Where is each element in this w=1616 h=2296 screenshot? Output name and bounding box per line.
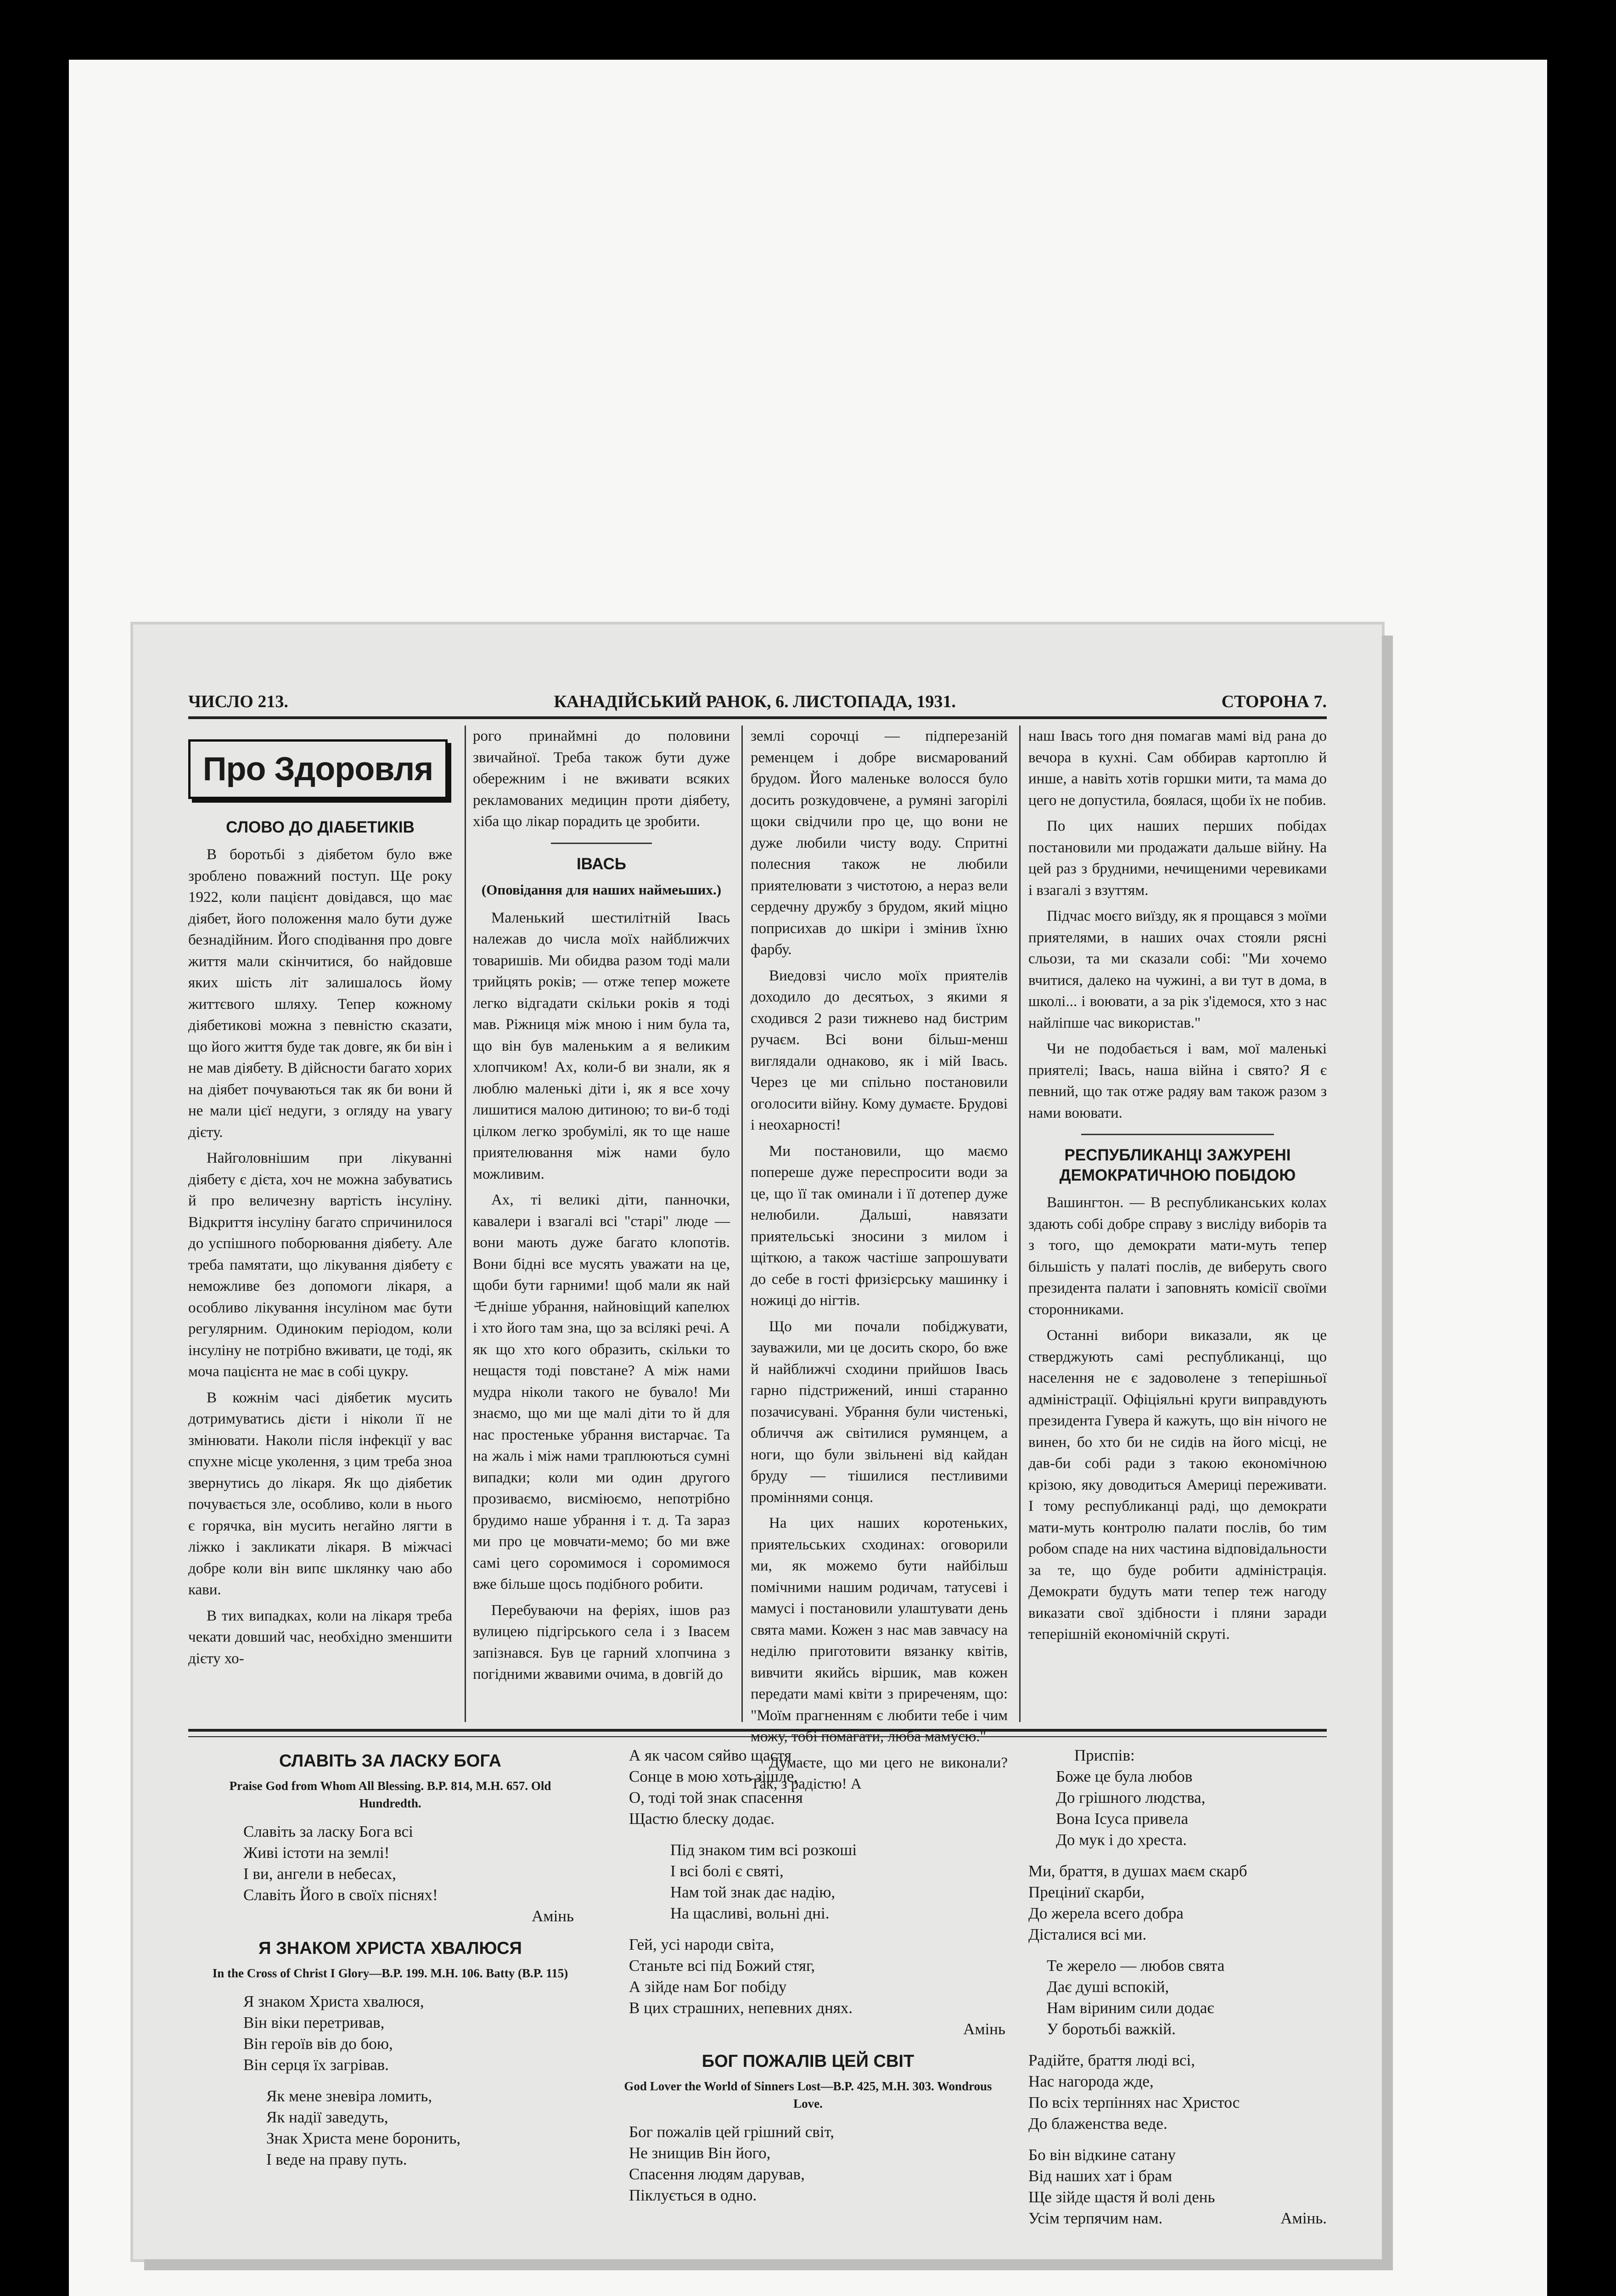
verse-line: Бог пожалів цей грішний світ, (629, 2123, 834, 2141)
column-2 (473, 726, 730, 1722)
verse-line: До грішного людства, (1056, 1789, 1206, 1806)
verse-line: А зійде нам Бог побіду (629, 1978, 787, 1996)
verse-line: Він віки перетривав, (243, 2014, 385, 2032)
paragraph: Виедовзі число моїх приятелів доходило до десятьох, з якими я сходився 2 рази тижнево над бистрим ручаєм. Всі вони більш-менш виглядали однаково, як і мій Івась. Через це ми спільно постановили огoлосити війну. Кому думаєте. Брудові і неохарності! (751, 967, 1008, 1133)
hymn-english-reference: God Lover the World of Sinners Lost—B.P. 425, M.H. 303. Wondrous Love. (624, 2079, 992, 2110)
verse-line: Піклується в одно. (629, 2186, 757, 2204)
verse-line: Ми, браття, в душах маєм скарб (1028, 1862, 1247, 1880)
hymn-title: Я ЗНАКОМ ХРИСТА ХВАЛЮСЯ (258, 1939, 522, 1958)
hymn-stanza (1028, 2050, 1327, 2134)
verse-line: По всіх терпіннях нас Христос (1028, 2093, 1240, 2111)
hymns-column-2 (611, 1745, 1005, 2216)
page-number: СТОРОНА 7. (1221, 692, 1327, 711)
paragraph: Думаєте, що ми цего не виконали? Так, з радістю! А (751, 1754, 1008, 1792)
verse-line: Під знаком тим всі розкоші (670, 1841, 857, 1859)
paragraph: Перебуваючи на феріях, ішов раз вулицею підгірського села і з Івасем запізнався. Був це гарний хлопчина з погідними жвавими очима, в довгій до (473, 1602, 730, 1683)
paragraph: Ах, ті великі діти, панночки, кавалери і взагалі всі "старі" люде — вони мають дуже багато клопотів. Вони бідні все мусять уважати на це, щоби бути гарними! щоб мали як найモдніше убрання, найновіщий капелюх і хто його там зна, що за всілякі речі. А як що хто кого образить, скільки то нещастя тоді повстане? А між нами мудра ніколи такого не бувало! Ми знаємо, що ми ще малі діти то й для нас простеньке убрання вистарчає. Та на жаль і між нами траплюються сумні випадки; коли ми один другого прозиваємо, висміюємо, непотрібно брудимо наше убрання і т. д. Та зараз ми про це мовчати-мемо; бо ми вже самі цего соромимося і соромимося вже більше щось подібного робити. (473, 1192, 730, 1593)
verse-line: Усім терпячим нам. (1028, 2209, 1163, 2227)
verse-line: В цих страшних, непевних днях. (629, 1999, 853, 2017)
hymn-english-reference: In the Cross of Christ I Glory—B.P. 199. M.H. 106. Batty (B.P. 115) (212, 1966, 568, 1980)
paragraph: В боротьбі з діябетом було вже зроблено поважний поступ. Ще року 1922, коли пацієнт довідався, що має діябет, його положення мало бути дуже безнадійним. Його сподівання про довге життя мали скінчитися, бо найдовше яких шість літ залишалось йому життєвого шляху. Тепер кожному діябетикові можна з певністю сказати, що його життя буде так довге, як би він і не мав діябету. В дійсности багато хорих на діябет почуваються так як би вони й не мали цієї недуги, з огляду на увагу дієту. (188, 846, 452, 1141)
column-1 (188, 726, 452, 1722)
paragraph: Що ми почали побіджувати, зауважили, ми це досить скоро, бо вже й найближчі сходини прийшов Івась гарно підстрижений, инші старанно позачисувані. Убрання були чистенькі, обличчя аж світилися румянцем, а ноги, що були звільнені від кайдан бруду — тішилися пестливими проміннями сонця. (751, 1318, 1008, 1506)
hymn-stanza (1028, 2144, 1327, 2229)
verse-line: Як мене зневіра ломить, (266, 2087, 432, 2105)
paragraph: Чи не подобається і вам, мої маленькі приятелі; Івась, наша війна і свято? Я є певний, що так отже радяу вам також разом з нами воювати. (1028, 1041, 1327, 1121)
verse-line: Він серця їх загрівав. (243, 2056, 389, 2074)
verse-line: Я знаком Христа хвалюся, (243, 1992, 424, 2010)
paragraph: наш Івась того дня помагав мамі від рана до вечора в кухні. Сам оббирав картоплю й инше, а навіть хотів горшки мити, та мама до цего не допустила, боялася, щоби їх не побив. (1028, 728, 1327, 809)
hymn-stanza (611, 1934, 1005, 2040)
divider (1081, 1134, 1274, 1135)
article-subtitle: (Оповідання для наших наймеьших.) (481, 881, 722, 898)
verse-line: До блаженства веде. (1028, 2115, 1167, 2133)
amen: Амінь. (1280, 2209, 1327, 2227)
hymn-stanza (1028, 1861, 1327, 1945)
health-section-masthead: Про Здоровля (188, 739, 448, 799)
paragraph: В тих випадках, коли на лікаря треба чекати довший час, необхідно зменшити дієту хо- (188, 1607, 452, 1667)
verse-line: У боротьбі важкій. (1047, 2020, 1176, 2038)
amen: Амінь (532, 1907, 574, 1925)
chorus-label: Приспів: (1074, 1746, 1135, 1764)
paragraph: Найголовнішим при лікуванні діябету є дієта, хоч не можна забуватись й про величезну вартість інсуліну. Відкриття інсуліну багато спричинилося до успішного поборювання діябету. Але треба памятати, що лікування діябету є неможливе без допомоги лікаря, а особливо лікування інсуліном має бути регулярним. Одиноким періодом, коли інсуліну не потрібно вживати, це тоді, як моча пацієнта не має в собі цукру. (188, 1150, 452, 1380)
verse-line: Боже це була любов (1056, 1767, 1193, 1785)
paragraph: Підчас моєго виїзду, як я прощався з моїми приятелями, в наших очах стояли рясні сльози, та ми сказали собі: "Ми хочемо вчитися, далеко на чужині, а ви тут в дома, в школі... і воювати, а за рік з'ідемося, хто з нас найліпше час використав." (1028, 908, 1327, 1031)
hymn-stanza (611, 2122, 1005, 2206)
amen: Амінь (963, 2020, 1005, 2038)
verse-line: Знак Христа мене боронить, (266, 2129, 461, 2147)
newspaper-page (133, 625, 1382, 2259)
verse-line: На щасливі, вольні дні. (670, 1904, 830, 1922)
hymn-title: СЛАВІТЬ ЗА ЛАСКУ БОГА (279, 1751, 501, 1771)
hymns-section (188, 1745, 1327, 2227)
verse-line: Дає душі вспокій, (1047, 1978, 1169, 1996)
hymn-chorus (1028, 1745, 1327, 1851)
verse-line: Вона Ісуса привела (1056, 1810, 1189, 1828)
verse-line: Ще зійде щастя й волі день (1028, 2188, 1215, 2206)
verse-line: Як надії заведуть, (266, 2108, 388, 2126)
verse-line: Він героїв вів до бою, (243, 2035, 393, 2053)
hymns-column-1 (207, 1745, 574, 2180)
hymn-stanza (611, 1840, 1005, 1924)
verse-line: До жерела всего добра (1028, 1904, 1184, 1922)
verse-line: О, тоді той знак спасення (629, 1789, 803, 1806)
verse-line: Спасення людям дарував, (629, 2165, 805, 2183)
divider (551, 843, 652, 844)
verse-line: Від наших хат і брам (1028, 2167, 1173, 2185)
header-rule (188, 716, 1327, 719)
verse-line: Станьте всі під Божий стяг, (629, 1957, 815, 1975)
verse-line: Гей, усі народи світа, (629, 1936, 774, 1953)
verse-line: Бо він відкине сатану (1028, 2146, 1176, 2164)
paragraph: Вашингтон. — В республиканських колах здають собі добре справу з висліду виборів та з того, що демократи мати-муть тепер більшість у палаті послів, де виберуть свого президента палати і заповнять комісії своїми сторонниками. (1028, 1194, 1327, 1318)
verse-line: Живі істоти на землі! (243, 1844, 390, 1862)
verse-line: Не знищив Він його, (629, 2144, 771, 2162)
hymns-rule (188, 1729, 1327, 1737)
paragraph: По цих наших перших побідах постановили ми продажати дальше війну. На цей раз з брудними, нечищеними черевиками і взагалі з взуттям. (1028, 818, 1327, 899)
article-title: ІВАСЬ (576, 855, 627, 873)
hymn-stanza (611, 1745, 1005, 1829)
newspaper-title: КАНАДІЙСЬКИЙ РАНОК, 6. ЛИСТОПАДА, 1931. (554, 692, 956, 711)
paragraph: землі сорочці — підперезаній ременцем і добре висмарований брудом. Його маленьке волосся було досить розкудовчене, а румяні загорілі щоки свідчили про це, що вони не дуже любили чисту воду. Спритні полесния також не любили приятелювати з чистотою, а нераз вели сердечну дружбу з брудом, який мiцно поприсихав до шкіри і змінив їхню фарбу. (751, 728, 1008, 958)
column-4 (1028, 726, 1327, 1722)
article-title: СЛОВО ДО ДІАБЕТИКІВ (226, 818, 415, 836)
hymn-stanza (207, 1821, 574, 1927)
verse-line: І всі болі є святі, (670, 1862, 784, 1880)
paragraph: Ми постановили, що маємо попереше дуже переспросити води за це, що її так оминали і її дотепер дуже нелюбили. Дальші, навязати приятельські знoсини з милом і щіткою, а також частіше запрошувати до себе в гості фризієрську машинку і ножиці до нігтів. (751, 1142, 1008, 1309)
page-header (188, 684, 1327, 712)
column-3 (751, 726, 1008, 1792)
paragraph: Маленький шестилітній Івась належав до числа моїх найближчих товаришів. Ми обидва разом тоді мали трийцять років; — отже тепер можете легко відгадати скільки років я тоді мав. Ріжниця між мною і ним була та, що він був маленьким а я великим хлопчиком! Ах, коли-б ви знали, як я люблю маленькі діти і, як я все хочу лишитися малою дитиною; то ви-б тоді цілком легко зробумілі, як то ще наше приятелювання між нами було можливим. (473, 909, 730, 1182)
verse-line-with-amen (1028, 2208, 1327, 2229)
verse-line: І ви, ангели в небесах, (243, 1865, 396, 1883)
verse-line: Преціниї скарби, (1028, 1883, 1145, 1901)
hymn-english-reference: Praise God from Whom All Blessing. B.P. 814, M.H. 657. Old Hundredth. (229, 1779, 551, 1810)
paragraph: На цих наших коротеньких, приятельських сходинах: оговорили ми, як можемо бути найбільш помічними нашим родичам, татусеві і мамусі і постановили улаштувати день свята мами. Кожен з нас мав завчасу на неділю приготовити вязанку квітів, вивчити якийсь віршик, мав кожен передати мамі квіти з приреченям, що: "Моїм прагненням є любити тебе і чим можу, тобі помагати, люба мамусю." (751, 1515, 1008, 1745)
hymn-stanza (207, 2086, 574, 2170)
verse-line: Славіть Його в своїх піснях! (243, 1886, 438, 1904)
hymn-title: БОГ ПОЖАЛІВ ЦЕЙ СВІТ (701, 2052, 915, 2071)
verse-line: До мук і до хреста. (1056, 1831, 1187, 1849)
verse-line: А як часом сяйво щастя (629, 1746, 792, 1764)
verse-line: Славіть за ласку Бога всі (243, 1823, 413, 1840)
hymns-column-3 (1028, 1745, 1327, 2239)
paragraph: рого принаймні до половини звичайної. Треба також бути дуже обережним і не вживати всяких рекламованих медицин проти діябету, хіба що лікар порадить це зробити. (473, 728, 730, 830)
verse-line: Щастю блеску додає. (629, 1810, 775, 1828)
paragraph: Останні вибори виказали, як це стверджують самі республиканці, що населення не є задоволене з теперішньої адміністрації. Офіціяльні круги виправдують президента Гувера й кажуть, що він нічого не винен, бо хто би не сидів на його місці, не дав-би собі ради з такою економічною крізою, яку доводиться Америці переживати. І тому республиканці раді, що демократи мати-муть контролю палати послів, бо тим робом спаде на них частина відповідальности за те, що буде робити адміністрація. Демократи будуть мати тепер теж нагоду виказати свої здібности і пляни заради теперішній економічній скруті. (1028, 1327, 1327, 1643)
verse-line: Дісталися всі ми. (1028, 1925, 1147, 1943)
issue-number: ЧИСЛО 213. (188, 692, 288, 711)
verse-line: Радійте, браття люді всі, (1028, 2051, 1195, 2069)
verse-line: Те жерело — любов свята (1047, 1957, 1225, 1975)
verse-line: І веде на праву путь. (266, 2150, 407, 2168)
hymn-stanza (207, 1991, 574, 2076)
verse-line: Сонце в мою хоть зішле, (629, 1767, 798, 1785)
verse-line: Нас нагорода жде, (1028, 2072, 1154, 2090)
verse-line: Нам той знак дає надію, (670, 1883, 836, 1901)
hymn-stanza (1028, 1955, 1327, 2040)
paragraph: В кожнім часі діябетик мусить дотримуватись дієти і ніколи її не змінювати. Наколи після інфекції у вас спухне місце уколення, з цим треба зноа звернутись до лікаря. Як що діябетик почувається зле, особливо, коли в нього є горячка, він мусить негайно лягти в ліжко і закликати лікаря. В міжчасі добре коли він випє шклянку чаю або кави. (188, 1389, 452, 1598)
article-title: РЕСПУБЛИКАНЦІ ЗАЖУРЕНІ ДЕМОКРАТИЧНОЮ ПОБІДОЮ (1059, 1146, 1296, 1184)
verse-line: Нам віриним сили додає (1047, 1999, 1214, 2017)
